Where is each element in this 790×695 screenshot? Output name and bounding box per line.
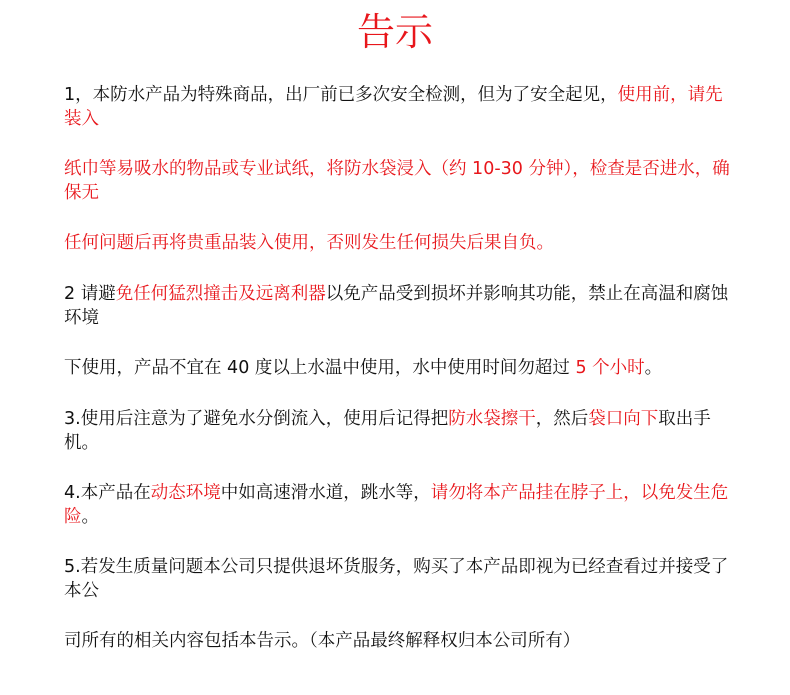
text-segment: 2 请避 <box>64 284 116 304</box>
notice-paragraph-7 <box>64 481 740 529</box>
notice-paragraph-6 <box>64 407 740 455</box>
text-segment: 。 <box>644 358 663 378</box>
text-segment-red: 动态环境 <box>150 483 221 503</box>
text-segment-red: 纸巾等易吸水的物品或专业试纸，将防水袋浸入（约 10-30 分钟），检查是否进水，确保无 <box>64 159 730 203</box>
text-segment-red: 免任何猛烈撞击及远离利器 <box>115 284 326 304</box>
notice-paragraph-9 <box>64 629 740 653</box>
text-segment-red: 袋口向下 <box>588 409 659 429</box>
text-segment: 3.使用后注意为了避免水分倒流入，使用后记得把 <box>64 409 449 429</box>
text-segment: 5.若发生质量问题本公司只提供退坏货服务，购买了本产品即视为已经查看过并接受了本公 <box>64 557 729 601</box>
text-segment: 1，本防水产品为特殊商品，出厂前已多次安全检测，但为了安全起见， <box>64 85 618 105</box>
text-segment-red: 使用前，请先装入 <box>64 85 723 129</box>
notice-paragraph-2 <box>64 157 740 205</box>
text-segment-red: 防水袋擦干 <box>448 409 536 429</box>
text-segment: 司所有的相关内容包括本告示。（本产品最终解释权归本公司所有） <box>64 631 581 651</box>
text-segment: 中如高速滑水道，跳水等， <box>220 483 431 503</box>
notice-paragraph-1 <box>64 83 740 131</box>
notice-paragraph-4 <box>64 282 740 330</box>
text-segment: 取出手机。 <box>64 409 711 453</box>
text-segment-red: 5 个小时 <box>575 358 645 378</box>
text-segment-red: 任何问题后再将贵重品装入使用，否则发生任何损失后果自负。 <box>64 233 554 253</box>
notice-title: 告示 <box>356 10 433 54</box>
text-segment: 4.本产品在 <box>64 483 151 503</box>
text-segment-red: 请勿将本产品挂在脖子上，以免发生危险 <box>64 483 729 527</box>
text-segment: ，然后 <box>535 409 589 429</box>
notice-paragraph-3 <box>64 231 740 255</box>
text-segment: 下使用，产品不宜在 40 度以上水温中使用，水中使用时间勿超过 <box>64 358 576 378</box>
notice-paragraph-8 <box>64 555 740 603</box>
text-segment: 。 <box>81 507 99 527</box>
text-segment: 以免产品受到损坏并影响其功能，禁止在高温和腐蚀环境 <box>64 284 729 328</box>
notice-paragraph-5 <box>64 356 740 380</box>
